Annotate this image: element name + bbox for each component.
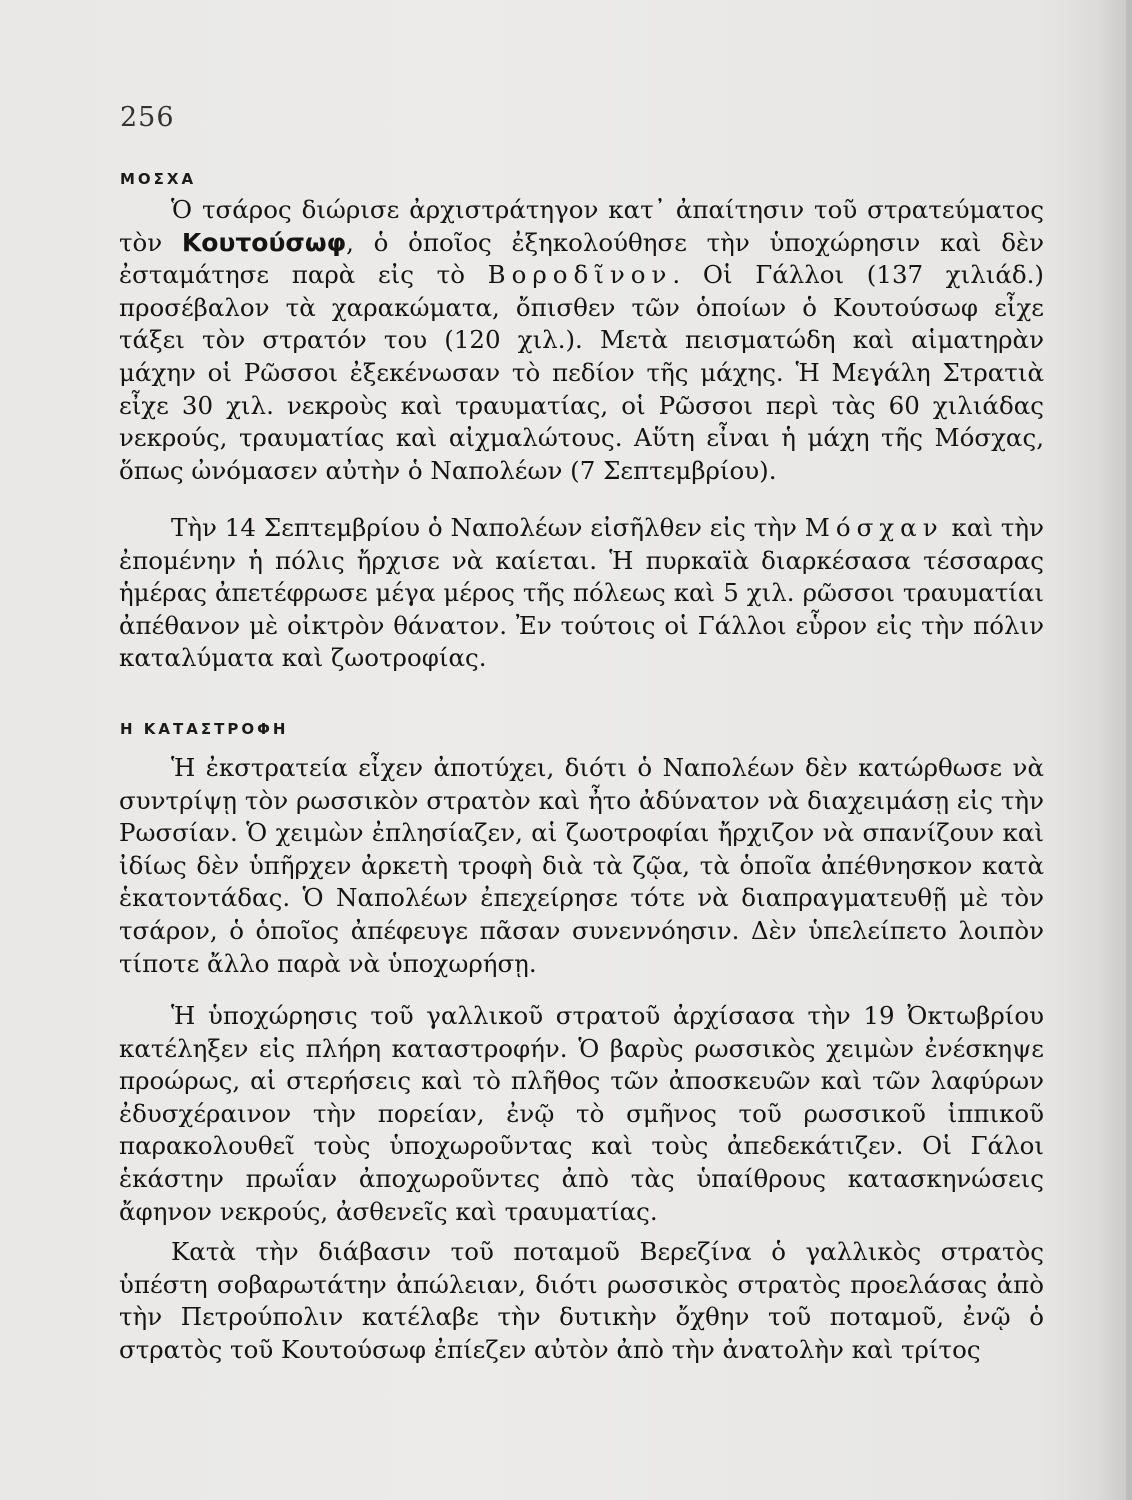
- paragraph-text: καὶ τὴν ἐπομένην ἡ πόλις ἤρχισε νὰ καίεται. Ἡ πυρκαϊὰ διαρκέσασα τέσσαρας ἡμέρας ἀπετέφρωσε μέγα μέρος τῆς πόλεως καὶ 5 χιλ. ρῶσσοι τραυματίαι ἀπέθανον μὲ οἰκτρὸν θάνατον. Ἐν τούτοις οἱ Γάλλοι εὗρον εἰς τὴν πόλιν καταλύματα καὶ ζωοτροφίας.: [119, 513, 1044, 673]
- section-heading-catastrophe: Η ΚΑΤΑΣΤΡΟΦΗ: [120, 720, 289, 738]
- paragraph: [119, 194, 1044, 487]
- section-heading-moscow: ΜΟΣΧΑ: [120, 170, 197, 188]
- paragraph-text: Τὴν 14 Σεπτεμβρίου ὁ Ναπολέων εἰσῆλθεν εἰς τὴν: [171, 513, 805, 542]
- paragraph: Ἡ ἐκστρατεία εἶχεν ἀποτύχει, διότι ὁ Ναπολέων δὲν κατώρθωσε νὰ συντρίψῃ τὸν ρωσσικὸν στρατὸν καὶ ἦτο ἀδύνατον νὰ διαχειμάσῃ εἰς τὴν Ρωσσίαν. Ὁ χειμὼν ἐπλησίαζεν, αἱ ζωοτροφίαι ἤρχιζον νὰ σπανίζουν καὶ ἰδίως δὲν ὑπῆρχεν ἀρκετὴ τροφὴ διὰ τὰ ζῷα, τὰ ὁποῖα ἀπέθνησκον κατὰ ἑκατοντάδας. Ὁ Ναπολέων ἐπεχείρησε τότε νὰ διαπραγματευθῇ μὲ τὸν τσάρον, ὁ ὁποῖος ἀπέφευγε πᾶσαν συνεννόησιν. Δὲν ὑπελείπετο λοιπὸν τίποτε ἄλλο παρὰ νὰ ὑποχωρήσῃ.: [119, 753, 1044, 978]
- paragraph-text: Ὁ τσάρος διώρισε ἀρχιστράτηγον κατ᾽ ἀπαίτησιν τοῦ στρατεύματος τὸν: [119, 195, 1044, 257]
- page-number: 256: [120, 102, 175, 133]
- spaced-place-name: Μόσχαν: [804, 513, 944, 542]
- paragraph: Ἡ ὑποχώρησις τοῦ γαλλικοῦ στρατοῦ ἀρχίσασα τὴν 19 Ὀκτωβρίου κατέληξεν εἰς πλήρη καταστροφήν. Ὁ βαρὺς ρωσσικὸς χειμὼν ἐνέσκηψε προώρως, αἱ στερήσεις καὶ τὸ πλῆθος τῶν ἀποσκευῶν καὶ τῶν λαφύρων ἐδυσχέραινον τὴν πορείαν, ἐνῷ τὸ σμῆνος τοῦ ρωσσικοῦ ἱππικοῦ παρακολουθεῖ τοὺς ὑποχωροῦντας καὶ τοὺς ἀπεδεκάτιζεν. Οἱ Γάλοι ἑκάστην πρωΐαν ἀποχωροῦντες ἀπὸ τὰς ὑπαίθρους κατασκηνώσεις ἄφηνον νεκρούς, ἀσθενεῖς καὶ τραυματίας.: [119, 1001, 1044, 1226]
- paragraph: [119, 512, 1044, 675]
- page-edge-shadow: [1126, 0, 1132, 1500]
- paragraph-text: . Οἱ Γάλλοι (137 χιλιάδ.) προσέβαλον τὰ χαρακώματα, ὄπισθεν τῶν ὁποίων ὁ Κουτούσωφ εἶχε τάξει τὸν στρατόν του (120 χιλ.). Μετὰ πεισματώδη καὶ αἱματηρὰν μάχην οἱ Ρῶσσοι ἐξεκένωσαν τὸ πεδίον τῆς μάχης. Ἡ Μεγάλη Στρατιὰ εἶχε 30 χιλ. νεκροὺς καὶ τραυματίας, οἱ Ρῶσσοι περὶ τὰς 60 χιλιάδας νεκρούς, τραυματίας καὶ αἰχμαλώτους. Αὕτη εἶναι ἡ μάχη τῆς Μόσχας, ὅπως ὠνόμασεν αὐτὴν ὁ Ναπολέων (7 Σεπτεμβρίου).: [119, 260, 1044, 485]
- spaced-place-name: Βοροδῖνον: [487, 260, 673, 290]
- paragraph: Κατὰ τὴν διάβασιν τοῦ ποταμοῦ Βερεζίνα ὁ γαλλικὸς στρατὸς ὑπέστη σοβαρωτάτην ἀπώλειαν, διότι ρωσσικὸς στρατὸς προελάσας ἀπὸ τὴν Πετρούπολιν κατέλαβε τὴν δυτικὴν ὄχθην τοῦ ποταμοῦ, ἐνῷ ὁ στρατὸς τοῦ Κουτούσωφ ἐπίεζεν αὐτὸν ἀπὸ τὴν ἀνατολὴν καὶ τρίτος: [119, 1237, 1044, 1364]
- emphasized-name: Κουτούσωφ: [181, 227, 347, 257]
- paragraph-text: , ὁ ὁποῖος ἐξηκολούθησε τὴν ὑποχώρησιν καὶ δὲν ἐσταμάτησε παρὰ εἰς τὸ: [119, 227, 1044, 290]
